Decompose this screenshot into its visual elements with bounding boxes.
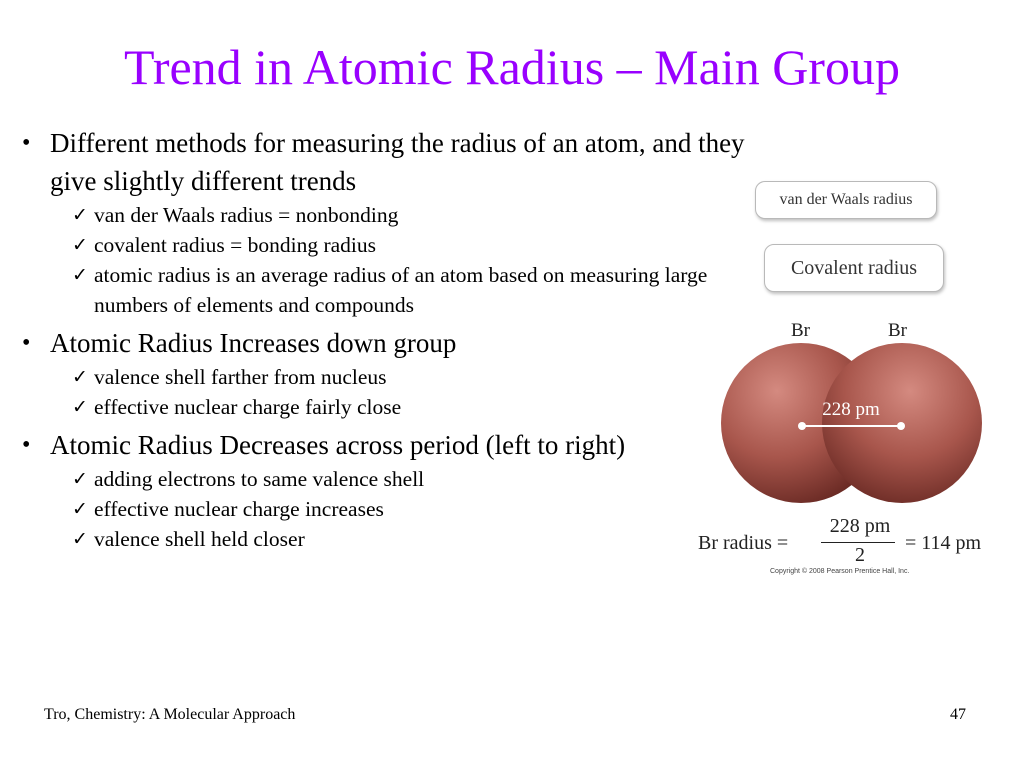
sub-bullet-text: valence shell farther from nucleus [94, 365, 387, 389]
sub-bullet-item [20, 260, 734, 320]
checkmark-icon: ✓ [72, 204, 88, 226]
bullet-item [20, 324, 800, 362]
sub-bullet-item [20, 494, 800, 524]
formula-numerator: 228 pm [829, 515, 891, 537]
fraction-bar [821, 542, 895, 543]
bullet-text: Atomic Radius Decreases across period (left to right) [50, 430, 626, 460]
checkmark-icon: ✓ [72, 528, 88, 550]
sub-bullet-text: effective nuclear charge increases [94, 497, 384, 521]
sub-bullet-text: van der Waals radius = nonbonding [94, 203, 399, 227]
sub-bullet-item [20, 200, 800, 230]
sub-bullet-item [20, 362, 800, 392]
formula-rhs: = 114 pm [905, 532, 982, 554]
bullet-glyph: • [22, 432, 31, 458]
nucleus-dot-right [897, 422, 905, 430]
atom-label-right: Br [888, 320, 907, 341]
footer-source: Tro, Chemistry: A Molecular Approach [44, 706, 296, 723]
atom-label-left: Br [791, 320, 810, 341]
covalent-radius-button[interactable]: Covalent radius [764, 244, 944, 292]
bullet-item [20, 426, 800, 464]
slide-title: Trend in Atomic Radius – Main Group [124, 39, 900, 95]
sub-bullet-item [20, 464, 800, 494]
br2-molecule [720, 342, 984, 504]
nucleus-dot-left [798, 422, 806, 430]
bullet-text: Different methods for measuring the radius of an atom, and they give slightly different trends [50, 128, 745, 196]
checkmark-icon: ✓ [72, 366, 88, 388]
bromine-radius-figure [690, 170, 1010, 590]
checkmark-icon: ✓ [72, 264, 88, 286]
checkmark-icon: ✓ [72, 396, 88, 418]
bullet-text: Atomic Radius Increases down group [50, 328, 457, 358]
sub-bullet-text: covalent radius = bonding radius [94, 233, 377, 257]
bullet-item [20, 124, 800, 200]
formula-denominator: 2 [855, 544, 865, 566]
vdw-radius-button[interactable]: van der Waals radius [755, 181, 937, 219]
sub-bullet-text: atomic radius is an average radius of an atom based on measuring large numbers of elements and compounds [94, 263, 708, 317]
checkmark-icon: ✓ [72, 234, 88, 256]
radius-formula [690, 515, 1010, 575]
checkmark-icon: ✓ [72, 468, 88, 490]
bullet-list [20, 124, 800, 554]
sub-bullet-item [20, 392, 800, 422]
copyright-text: Copyright © 2008 Pearson Prentice Hall, Inc. [770, 568, 910, 575]
sub-bullet-item [20, 524, 800, 554]
bullet-glyph: • [22, 330, 31, 356]
bullet-glyph: • [22, 130, 31, 156]
distance-label: 228 pm [822, 399, 880, 420]
sub-bullet-text: valence shell held closer [94, 527, 305, 551]
page-number: 47 [950, 706, 966, 723]
sub-bullet-item [20, 230, 800, 260]
checkmark-icon: ✓ [72, 498, 88, 520]
formula-lhs: Br radius = [698, 532, 789, 554]
sub-bullet-text: effective nuclear charge fairly close [94, 395, 402, 419]
sub-bullet-text: adding electrons to same valence shell [94, 467, 425, 491]
